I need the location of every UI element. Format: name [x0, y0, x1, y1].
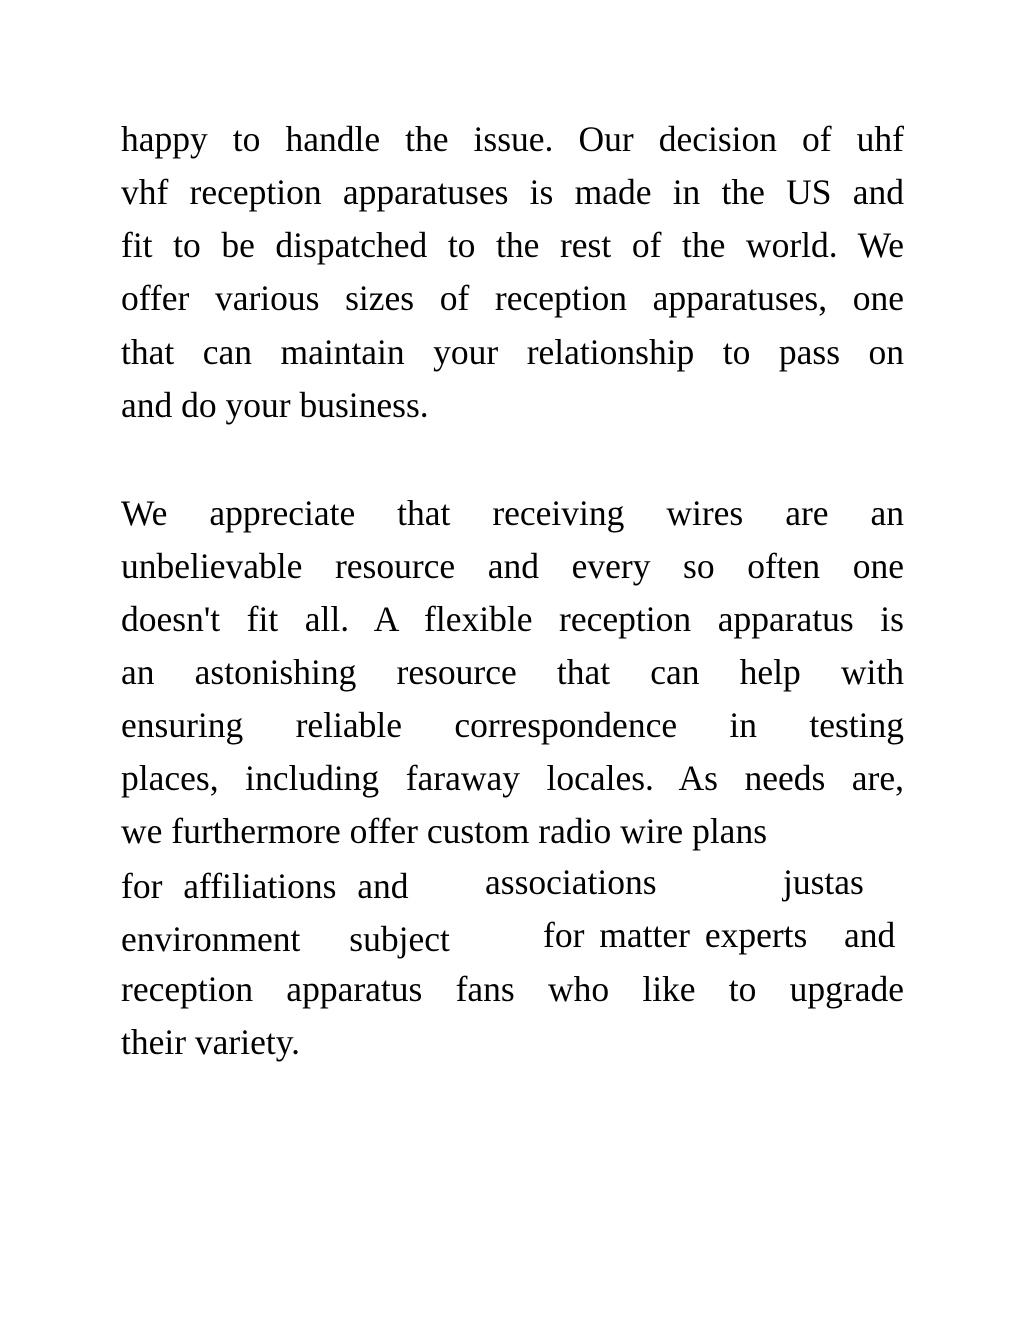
text-line: places, including faraway locales. As needs are, [121, 758, 904, 798]
text-line: that can maintain your relationship to pass on [121, 332, 904, 372]
text-fragment: justas [783, 862, 864, 902]
text-line: their variety. [121, 1022, 301, 1062]
text-line: ensuring reliable correspondence in testing [121, 705, 904, 745]
text-line: doesn't fit all. A flexible reception apparatus is [121, 599, 904, 639]
text-line: vhf reception apparatuses is made in the US and [121, 172, 904, 212]
text-fragment: associations [485, 862, 657, 902]
text-line: fit to be dispatched to the rest of the world. We [121, 225, 904, 265]
text-line: unbelievable resource and every so often one [121, 546, 904, 586]
text-line: We appreciate that receiving wires are an [121, 493, 904, 533]
text-fragment: for affiliations and [121, 866, 409, 906]
text-fragment: and [844, 915, 896, 955]
text-fragment: for matter experts [543, 915, 808, 955]
text-line: offer various sizes of reception apparatuses, one [121, 278, 904, 318]
text-fragment: environment subject [121, 919, 450, 959]
text-line: and do your business. [121, 385, 429, 425]
text-line: happy to handle the issue. Our decision of uhf [121, 119, 904, 159]
text-line: we furthermore offer custom radio wire plans [121, 811, 768, 851]
text-line: reception apparatus fans who like to upgrade [121, 969, 904, 1009]
text-line: an astonishing resource that can help with [121, 652, 904, 692]
